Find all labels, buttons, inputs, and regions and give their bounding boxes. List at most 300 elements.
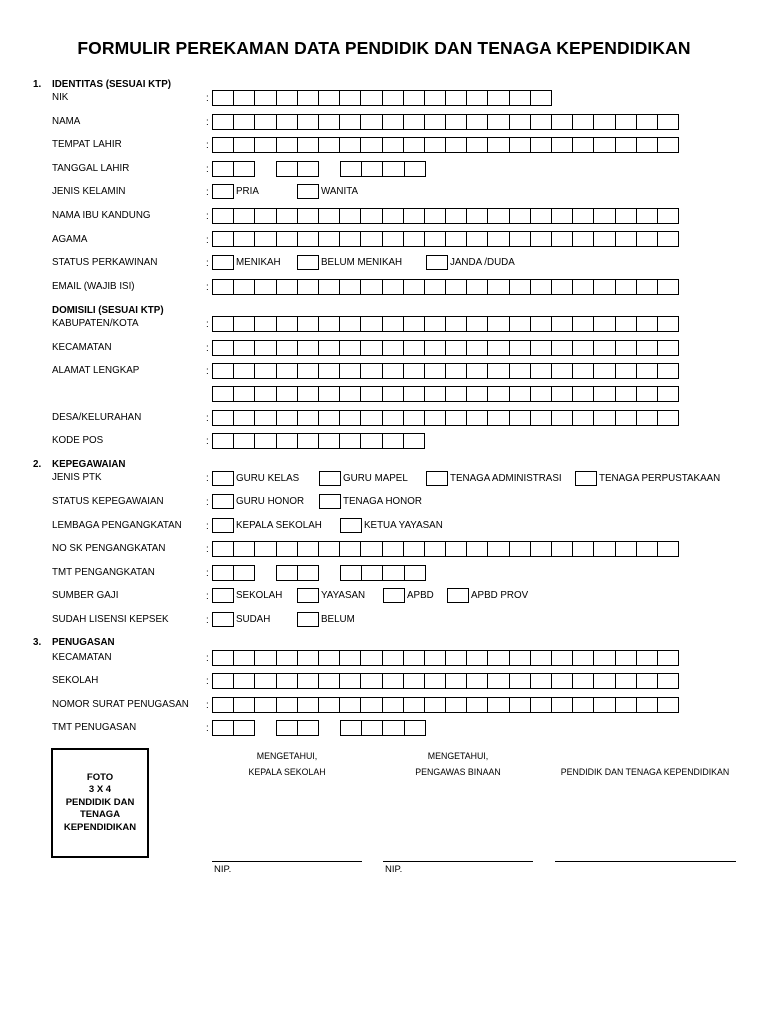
char-box[interactable] [382,161,404,177]
char-box[interactable] [233,386,255,402]
char-box[interactable] [318,279,340,295]
nik-field[interactable] [212,90,551,106]
char-box[interactable] [424,386,446,402]
char-box[interactable] [254,114,276,130]
char-box[interactable] [297,340,319,356]
kecamatan-field[interactable] [212,340,678,356]
char-box[interactable] [551,410,573,426]
char-box[interactable] [572,363,594,379]
char-box[interactable] [360,316,382,332]
char-box[interactable] [445,340,467,356]
char-box[interactable] [318,650,340,666]
nama-ibu-field[interactable] [212,208,678,224]
char-box[interactable] [593,208,615,224]
char-box[interactable] [593,363,615,379]
char-box[interactable] [657,650,679,666]
char-box[interactable] [360,363,382,379]
char-box[interactable] [466,316,488,332]
char-box[interactable] [509,90,531,106]
char-box[interactable] [593,673,615,689]
char-box[interactable] [466,386,488,402]
char-box[interactable] [636,541,658,557]
char-box[interactable] [424,279,446,295]
char-box[interactable] [254,541,276,557]
char-box[interactable] [212,720,234,736]
tmt-pengangkatan-year[interactable] [340,565,425,581]
char-box[interactable] [593,114,615,130]
char-box[interactable] [276,231,298,247]
char-box[interactable] [487,208,509,224]
checkbox[interactable] [212,184,234,199]
char-box[interactable] [636,410,658,426]
char-box[interactable] [233,208,255,224]
char-box[interactable] [636,697,658,713]
char-box[interactable] [657,114,679,130]
char-box[interactable] [212,279,234,295]
tmt-pengangkatan-day[interactable] [212,565,254,581]
char-box[interactable] [636,114,658,130]
char-box[interactable] [361,720,383,736]
tmt-pengangkatan-month[interactable] [276,565,318,581]
char-box[interactable] [382,386,404,402]
char-box[interactable] [424,410,446,426]
char-box[interactable] [445,90,467,106]
char-box[interactable] [276,697,298,713]
char-box[interactable] [297,697,319,713]
char-box[interactable] [318,697,340,713]
char-box[interactable] [551,279,573,295]
char-box[interactable] [445,316,467,332]
char-box[interactable] [297,114,319,130]
char-box[interactable] [636,363,658,379]
char-box[interactable] [297,565,319,581]
char-box[interactable] [572,208,594,224]
char-box[interactable] [233,720,255,736]
checkbox[interactable] [319,494,341,509]
char-box[interactable] [254,697,276,713]
char-box[interactable] [404,565,426,581]
checkbox[interactable] [340,518,362,533]
alamat-field-line1[interactable] [212,363,678,379]
char-box[interactable] [382,114,404,130]
char-box[interactable] [212,386,234,402]
char-box[interactable] [276,386,298,402]
char-box[interactable] [297,433,319,449]
option-ketua-yayasan[interactable] [340,518,443,533]
char-box[interactable] [276,720,298,736]
char-box[interactable] [509,363,531,379]
char-box[interactable] [424,673,446,689]
char-box[interactable] [636,340,658,356]
char-box[interactable] [254,208,276,224]
char-box[interactable] [445,137,467,153]
char-box[interactable] [297,650,319,666]
char-box[interactable] [445,386,467,402]
char-box[interactable] [487,541,509,557]
char-box[interactable] [212,90,234,106]
char-box[interactable] [530,386,552,402]
char-box[interactable] [551,137,573,153]
char-box[interactable] [445,650,467,666]
char-box[interactable] [572,673,594,689]
char-box[interactable] [233,137,255,153]
char-box[interactable] [487,673,509,689]
char-box[interactable] [530,673,552,689]
char-box[interactable] [487,137,509,153]
char-box[interactable] [487,410,509,426]
char-box[interactable] [615,541,637,557]
char-box[interactable] [233,279,255,295]
kecamatan-penugasan-field[interactable] [212,650,678,666]
char-box[interactable] [382,363,404,379]
char-box[interactable] [466,340,488,356]
char-box[interactable] [551,541,573,557]
char-box[interactable] [233,697,255,713]
alamat-field-line2[interactable] [212,386,678,402]
char-box[interactable] [403,208,425,224]
char-box[interactable] [254,137,276,153]
char-box[interactable] [657,363,679,379]
char-box[interactable] [509,650,531,666]
char-box[interactable] [424,340,446,356]
char-box[interactable] [615,316,637,332]
char-box[interactable] [360,673,382,689]
char-box[interactable] [530,279,552,295]
kabupaten-field[interactable] [212,316,678,332]
option-yayasan[interactable] [297,588,365,603]
char-box[interactable] [212,650,234,666]
char-box[interactable] [466,410,488,426]
char-box[interactable] [615,650,637,666]
char-box[interactable] [615,208,637,224]
char-box[interactable] [424,541,446,557]
char-box[interactable] [297,363,319,379]
char-box[interactable] [445,541,467,557]
char-box[interactable] [636,673,658,689]
char-box[interactable] [593,340,615,356]
char-box[interactable] [212,363,234,379]
no-sk-field[interactable] [212,541,678,557]
char-box[interactable] [339,363,361,379]
char-box[interactable] [360,410,382,426]
char-box[interactable] [233,231,255,247]
char-box[interactable] [657,410,679,426]
char-box[interactable] [466,137,488,153]
char-box[interactable] [403,137,425,153]
char-box[interactable] [657,340,679,356]
option-belum-menikah[interactable] [297,255,402,270]
char-box[interactable] [212,231,234,247]
char-box[interactable] [339,231,361,247]
char-box[interactable] [445,208,467,224]
char-box[interactable] [403,340,425,356]
char-box[interactable] [340,161,362,177]
char-box[interactable] [636,231,658,247]
char-box[interactable] [530,231,552,247]
char-box[interactable] [572,316,594,332]
char-box[interactable] [318,410,340,426]
char-box[interactable] [509,137,531,153]
char-box[interactable] [382,340,404,356]
option-guru-kelas[interactable] [212,471,299,486]
char-box[interactable] [382,231,404,247]
char-box[interactable] [572,386,594,402]
checkbox[interactable] [212,518,234,533]
char-box[interactable] [551,650,573,666]
char-box[interactable] [445,231,467,247]
char-box[interactable] [657,316,679,332]
char-box[interactable] [254,386,276,402]
char-box[interactable] [615,673,637,689]
char-box[interactable] [318,137,340,153]
char-box[interactable] [212,673,234,689]
char-box[interactable] [404,161,426,177]
char-box[interactable] [572,279,594,295]
char-box[interactable] [593,650,615,666]
char-box[interactable] [233,340,255,356]
sekolah-field[interactable] [212,673,678,689]
char-box[interactable] [487,90,509,106]
char-box[interactable] [530,410,552,426]
char-box[interactable] [466,363,488,379]
char-box[interactable] [466,673,488,689]
char-box[interactable] [615,340,637,356]
char-box[interactable] [318,363,340,379]
char-box[interactable] [276,137,298,153]
char-box[interactable] [530,316,552,332]
char-box[interactable] [297,279,319,295]
char-box[interactable] [276,363,298,379]
char-box[interactable] [382,316,404,332]
char-box[interactable] [212,340,234,356]
char-box[interactable] [487,279,509,295]
char-box[interactable] [487,231,509,247]
char-box[interactable] [572,650,594,666]
nomor-surat-field[interactable] [212,697,678,713]
char-box[interactable] [615,386,637,402]
char-box[interactable] [339,340,361,356]
char-box[interactable] [466,208,488,224]
char-box[interactable] [509,541,531,557]
char-box[interactable] [509,316,531,332]
checkbox[interactable] [297,184,319,199]
char-box[interactable] [233,90,255,106]
char-box[interactable] [297,410,319,426]
email-field[interactable] [212,279,678,295]
char-box[interactable] [276,410,298,426]
char-box[interactable] [318,386,340,402]
char-box[interactable] [403,697,425,713]
char-box[interactable] [509,673,531,689]
char-box[interactable] [615,279,637,295]
char-box[interactable] [530,650,552,666]
char-box[interactable] [297,720,319,736]
char-box[interactable] [403,433,425,449]
char-box[interactable] [297,208,319,224]
char-box[interactable] [551,231,573,247]
char-box[interactable] [382,279,404,295]
char-box[interactable] [360,697,382,713]
char-box[interactable] [360,208,382,224]
option-apbd[interactable] [383,588,434,603]
option-guru-honor[interactable] [212,494,304,509]
char-box[interactable] [424,231,446,247]
option-sudah[interactable] [212,612,270,627]
char-box[interactable] [424,208,446,224]
char-box[interactable] [404,720,426,736]
char-box[interactable] [657,386,679,402]
char-box[interactable] [339,650,361,666]
char-box[interactable] [339,137,361,153]
char-box[interactable] [466,114,488,130]
char-box[interactable] [254,340,276,356]
char-box[interactable] [403,114,425,130]
char-box[interactable] [360,279,382,295]
kode-pos-field[interactable] [212,433,424,449]
char-box[interactable] [339,114,361,130]
tanggal-lahir-day[interactable] [212,161,254,177]
char-box[interactable] [403,541,425,557]
char-box[interactable] [382,720,404,736]
char-box[interactable] [530,208,552,224]
char-box[interactable] [424,90,446,106]
char-box[interactable] [636,137,658,153]
char-box[interactable] [212,410,234,426]
char-box[interactable] [297,161,319,177]
char-box[interactable] [254,363,276,379]
char-box[interactable] [297,541,319,557]
option-menikah[interactable] [212,255,281,270]
char-box[interactable] [339,386,361,402]
char-box[interactable] [339,673,361,689]
char-box[interactable] [233,316,255,332]
char-box[interactable] [551,208,573,224]
char-box[interactable] [403,363,425,379]
char-box[interactable] [593,316,615,332]
char-box[interactable] [212,541,234,557]
char-box[interactable] [360,433,382,449]
char-box[interactable] [276,565,298,581]
char-box[interactable] [487,363,509,379]
char-box[interactable] [360,114,382,130]
option-sekolah[interactable] [212,588,282,603]
char-box[interactable] [615,697,637,713]
char-box[interactable] [636,279,658,295]
char-box[interactable] [340,565,362,581]
char-box[interactable] [551,673,573,689]
tmt-penugasan-year[interactable] [340,720,425,736]
char-box[interactable] [339,697,361,713]
char-box[interactable] [424,697,446,713]
char-box[interactable] [530,340,552,356]
option-tenaga-administrasi[interactable] [426,471,562,486]
option-apbd-prov[interactable] [447,588,528,603]
char-box[interactable] [509,386,531,402]
char-box[interactable] [636,386,658,402]
char-box[interactable] [318,340,340,356]
tmt-penugasan-day[interactable] [212,720,254,736]
char-box[interactable] [424,650,446,666]
tmt-penugasan-month[interactable] [276,720,318,736]
char-box[interactable] [593,386,615,402]
char-box[interactable] [657,279,679,295]
char-box[interactable] [466,90,488,106]
char-box[interactable] [297,137,319,153]
char-box[interactable] [276,161,298,177]
char-box[interactable] [212,114,234,130]
char-box[interactable] [657,231,679,247]
char-box[interactable] [509,231,531,247]
char-box[interactable] [360,650,382,666]
char-box[interactable] [551,316,573,332]
char-box[interactable] [530,541,552,557]
char-box[interactable] [276,114,298,130]
char-box[interactable] [530,697,552,713]
char-box[interactable] [382,650,404,666]
char-box[interactable] [276,541,298,557]
option-tenaga-perpustakaan[interactable] [575,471,720,486]
char-box[interactable] [615,137,637,153]
checkbox[interactable] [297,588,319,603]
char-box[interactable] [233,541,255,557]
char-box[interactable] [276,433,298,449]
char-box[interactable] [276,208,298,224]
char-box[interactable] [487,114,509,130]
char-box[interactable] [509,279,531,295]
char-box[interactable] [318,90,340,106]
checkbox[interactable] [575,471,597,486]
char-box[interactable] [530,137,552,153]
char-box[interactable] [445,673,467,689]
char-box[interactable] [212,137,234,153]
char-box[interactable] [572,340,594,356]
char-box[interactable] [339,90,361,106]
char-box[interactable] [403,231,425,247]
char-box[interactable] [466,650,488,666]
char-box[interactable] [360,386,382,402]
char-box[interactable] [212,316,234,332]
char-box[interactable] [382,90,404,106]
char-box[interactable] [318,433,340,449]
option-kepala-sekolah[interactable] [212,518,322,533]
char-box[interactable] [593,279,615,295]
option-wanita[interactable] [297,184,358,199]
char-box[interactable] [424,316,446,332]
char-box[interactable] [254,410,276,426]
tempat-lahir-field[interactable] [212,137,678,153]
char-box[interactable] [233,650,255,666]
char-box[interactable] [382,565,404,581]
char-box[interactable] [254,650,276,666]
char-box[interactable] [509,340,531,356]
char-box[interactable] [615,363,637,379]
checkbox[interactable] [319,471,341,486]
char-box[interactable] [340,720,362,736]
char-box[interactable] [339,279,361,295]
checkbox[interactable] [383,588,405,603]
char-box[interactable] [297,386,319,402]
char-box[interactable] [487,340,509,356]
char-box[interactable] [233,161,255,177]
char-box[interactable] [445,410,467,426]
char-box[interactable] [212,208,234,224]
char-box[interactable] [361,161,383,177]
char-box[interactable] [487,386,509,402]
char-box[interactable] [466,279,488,295]
char-box[interactable] [657,673,679,689]
char-box[interactable] [509,410,531,426]
tanggal-lahir-month[interactable] [276,161,318,177]
